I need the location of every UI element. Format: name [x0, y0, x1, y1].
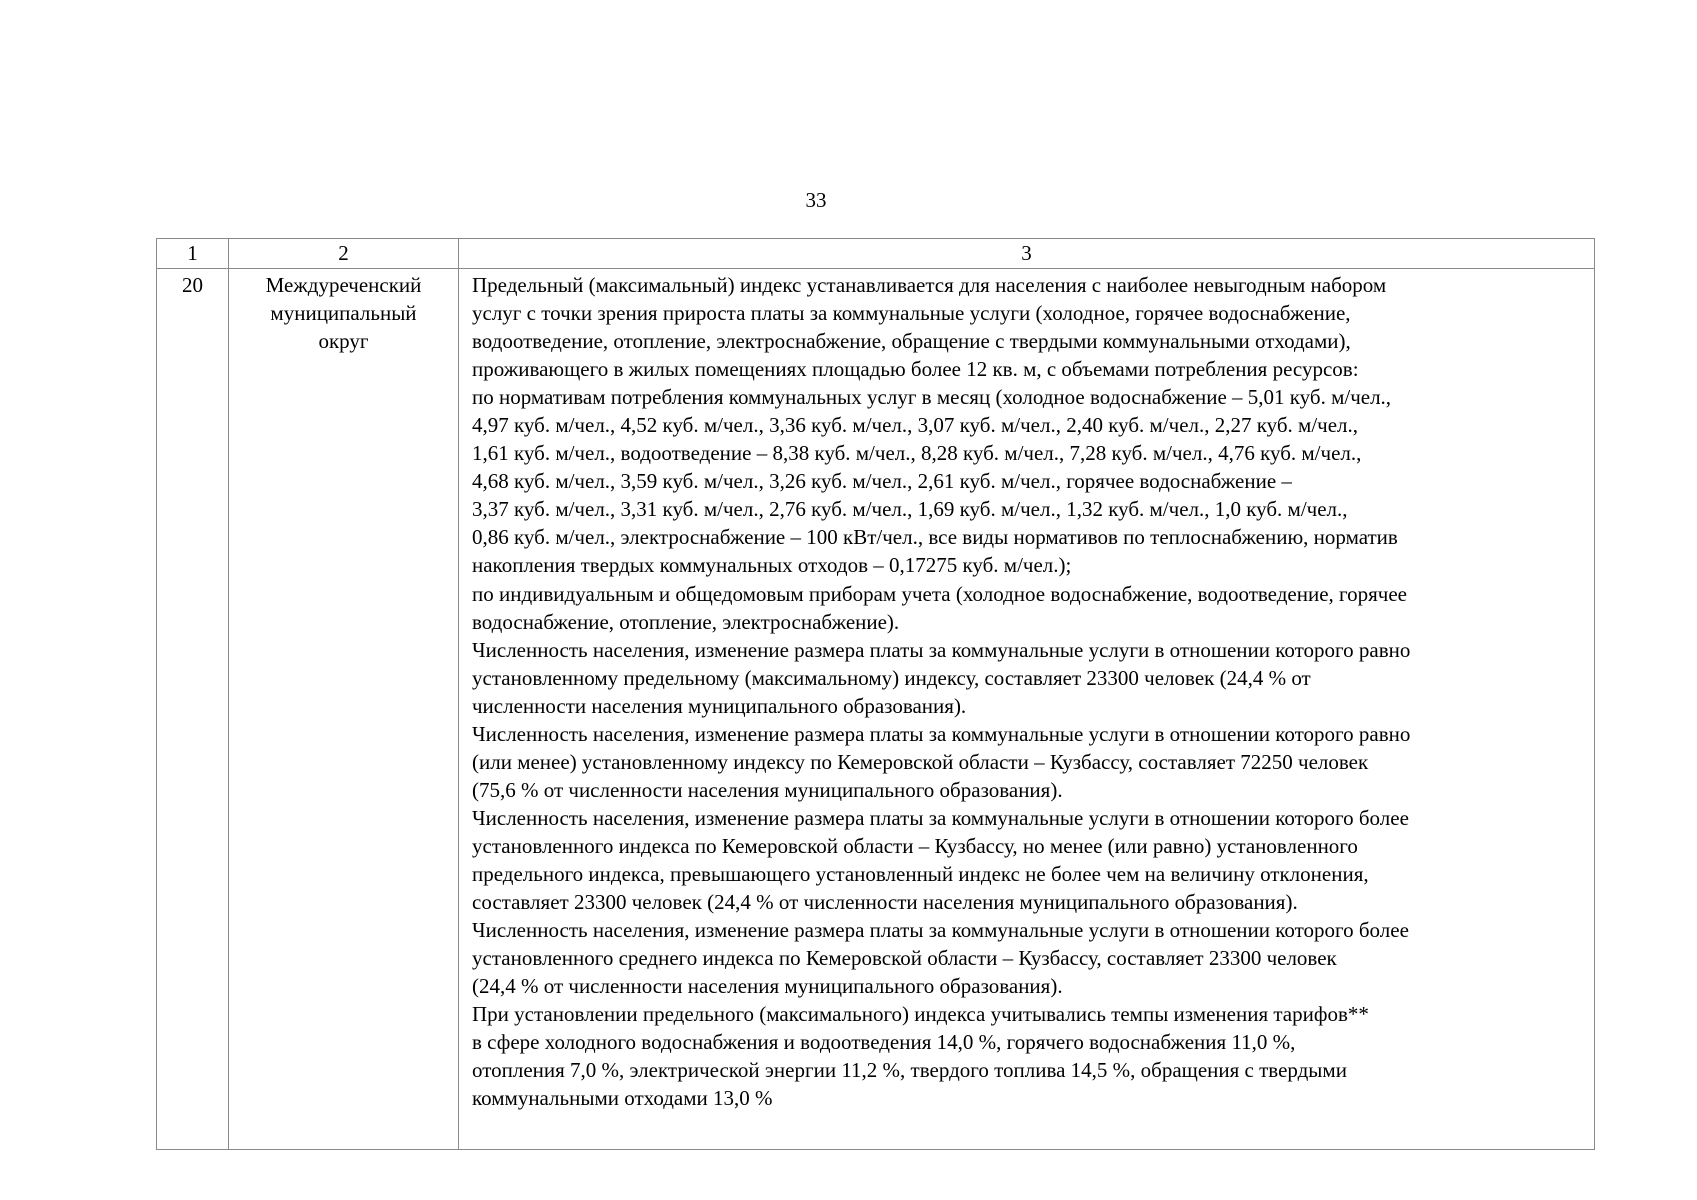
column-header-2: 2: [229, 239, 459, 269]
description-line: Предельный (максимальный) индекс устанавливается для населения с наиболее невыгодным набором: [472, 273, 1387, 297]
municipality-name-cell: [229, 269, 459, 1150]
municipality-name-line: округ: [318, 329, 369, 353]
description-line: установленному предельному (максимальному) индексу, составляет 23300 человек (24,4 % от: [472, 665, 1311, 690]
description-line: предельного индекса, превышающего установленный индекс не более чем на величину отклонения,: [472, 861, 1369, 886]
row-number-cell: 20: [157, 269, 229, 1150]
description-line: в сфере холодного водоснабжения и водоотведения 14,0 %, горячего водоснабжения 11,0 %,: [472, 1030, 1296, 1055]
description-line: установленного индекса по Кемеровской области – Кузбассу, но менее (или равно) установленного: [472, 833, 1358, 858]
tariff-index-table: [156, 238, 1595, 1150]
description-line: проживающего в жилых помещениях площадью более 12 кв. м, с объемами потребления ресурсов:: [472, 357, 1359, 382]
description-line: услуг с точки зрения прироста платы за коммунальные услуги (холодное, горячее водоснабжение,: [472, 301, 1351, 326]
page-number: 33: [805, 188, 827, 212]
description-line: 3,37 куб. м/чел., 3,31 куб. м/чел., 2,76 куб. м/чел., 1,69 куб. м/чел., 1,32 куб. м/чел., 1,0 куб. м/чел.,: [472, 497, 1348, 522]
description-line: 1,61 куб. м/чел., водоотведение – 8,38 куб. м/чел., 8,28 куб. м/чел., 7,28 куб. м/чел., 4,76 куб. м/чел.,: [472, 441, 1362, 466]
description-line: 0,86 куб. м/чел., электроснабжение – 100 кВт/чел., все виды нормативов по теплоснабжению, норматив: [472, 525, 1398, 550]
description-line: по индивидуальным и общедомовым приборам учета (холодное водоснабжение, водоотведение, горячее: [472, 581, 1407, 606]
description-line: коммунальными отходами 13,0 %: [472, 1086, 773, 1111]
description-line: водоотведение, отопление, электроснабжение, обращение с твердыми коммунальными отходами),: [472, 329, 1351, 354]
description-line: по нормативам потребления коммунальных услуг в месяц (холодное водоснабжение – 5,01 куб. м/чел.,: [472, 385, 1392, 410]
column-header-3: 3: [459, 239, 1595, 269]
table-row: [157, 269, 1595, 1150]
description-line: (75,6 % от численности населения муниципального образования).: [472, 777, 1063, 802]
description-line: 4,68 куб. м/чел., 3,59 куб. м/чел., 3,26 куб. м/чел., 2,61 куб. м/чел., горячее водоснабжение –: [472, 469, 1292, 494]
description-line: установленного среднего индекса по Кемеровской области – Кузбассу, составляет 23300 человек: [472, 946, 1337, 971]
description-line: составляет 23300 человек (24,4 % от численности населения муниципального образования).: [472, 890, 1298, 915]
description-line: При установлении предельного (максимального) индекса учитывались темпы изменения тарифов**: [472, 1002, 1369, 1027]
municipality-name-line: Междуреченский: [265, 273, 422, 297]
description-cell: [459, 269, 1595, 1150]
description-line: (или менее) установленному индексу по Кемеровской области – Кузбассу, составляет 72250 человек: [472, 749, 1369, 774]
description-line: (24,4 % от численности населения муниципального образования).: [472, 974, 1063, 999]
description-line: 4,97 куб. м/чел., 4,52 куб. м/чел., 3,36 куб. м/чел., 3,07 куб. м/чел., 2,40 куб. м/чел., 2,27 куб. м/чел.,: [472, 413, 1359, 438]
column-header-1: 1: [157, 239, 229, 269]
description-line: водоснабжение, отопление, электроснабжение).: [472, 609, 900, 634]
description-line: отопления 7,0 %, электрической энергии 11,2 %, твердого топлива 14,5 %, обращения с твердыми: [472, 1058, 1347, 1083]
table-header-row: [157, 239, 1595, 269]
municipality-name-line: муниципальный: [270, 301, 417, 325]
description-line: Численность населения, изменение размера платы за коммунальные услуги в отношении которого равно: [472, 721, 1411, 746]
description-line: Численность населения, изменение размера платы за коммунальные услуги в отношении которого более: [472, 805, 1409, 830]
description-line: Численность населения, изменение размера платы за коммунальные услуги в отношении которого более: [472, 918, 1409, 943]
description-line: численности населения муниципального образования).: [472, 693, 967, 718]
description-line: накопления твердых коммунальных отходов – 0,17275 куб. м/чел.);: [472, 553, 1072, 578]
description-line: Численность населения, изменение размера платы за коммунальные услуги в отношении которого равно: [472, 637, 1411, 662]
